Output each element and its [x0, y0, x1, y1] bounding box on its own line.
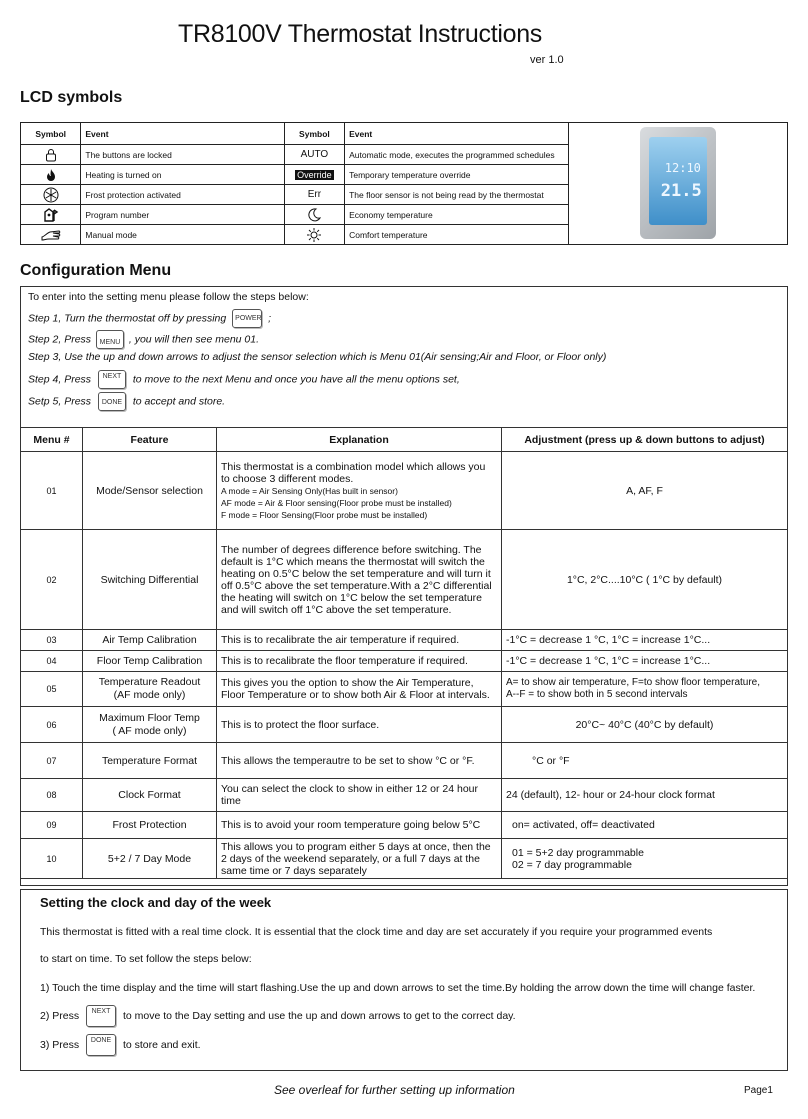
step-3: Step 3, Use the up and down arrows to adjust the sensor selection which is Menu 01(Air sensing;Air and Floor, or Floor only): [28, 351, 607, 363]
menu-row: [21, 452, 788, 530]
menu-explanation: The number of degrees difference before switching. The default is 1°C which means the thermostat will switch the heating on 0.5°C below the set temperature and will turn it off 0.5°C above the set temperature.With a 2°C differential the heating will switch on 1°C below the set temperature and will switch off 1°C above the set temperature.: [217, 530, 502, 630]
step-1-text: Step 1, Turn the thermostat off by pressing: [28, 312, 227, 325]
menu-num: 02: [21, 530, 83, 630]
menu-adjustment: A= to show air temperature, F=to show floor temperature, A--F = to show both in 5 second intervals: [502, 672, 788, 707]
menu-row: [21, 812, 788, 839]
lcd-event: Program number: [81, 205, 284, 225]
menu-row: [21, 630, 788, 651]
exp-mode-af: AF mode = Air & Floor sensing(Floor probe must be installed): [221, 497, 452, 508]
col-adjustment: Adjustment (press up & down buttons to adjust): [502, 428, 788, 452]
clock-heading: Setting the clock and day of the week: [40, 895, 272, 910]
menu-explanation: This allows you to program either 5 days at once, then the 2 days of the weekend separately, or a full 7 days at the same time or 7 days separately: [217, 839, 502, 879]
menu-num: 01: [21, 452, 83, 530]
page-title: TR8100V Thermostat Instructions: [177, 20, 543, 48]
menu-feature: Temperature Format: [83, 743, 217, 779]
clock-step-2: [40, 1005, 516, 1027]
col-feature: Feature: [83, 428, 217, 452]
done-key: DONE: [86, 1034, 116, 1056]
lcd-event: Temporary temperature override: [345, 165, 568, 185]
version-label: ver 1.0: [530, 54, 564, 66]
program-icon: [43, 208, 59, 222]
lcd-event: The floor sensor is not being read by the thermostat: [345, 185, 568, 205]
moon-icon: [307, 208, 321, 222]
menu-feature: Frost Protection: [83, 812, 217, 839]
menu-adjustment: -1°C = decrease 1 °C, 1°C = increase 1°C...: [502, 651, 788, 672]
clock-step-3-end: to store and exit.: [122, 1038, 201, 1051]
menu-explanation: This is to recalibrate the floor temperature if required.: [217, 651, 502, 672]
lock-icon: [45, 148, 57, 162]
clock-step-2-end: to move to the Day setting and use the up and down arrows to get to the correct day.: [122, 1009, 516, 1022]
menu-explanation: [217, 452, 502, 530]
menu-adjustment: -1°C = decrease 1 °C, 1°C = increase 1°C...: [502, 630, 788, 651]
step-1-end: ;: [268, 312, 272, 325]
clock-step-2-text: 2) Press: [40, 1009, 80, 1022]
menu-num: 09: [21, 812, 83, 839]
menu-num: 05: [21, 672, 83, 707]
sun-icon: [307, 228, 321, 242]
menu-feature: Floor Temp Calibration: [83, 651, 217, 672]
step-2-text: Step 2, Press: [28, 333, 92, 346]
menu-adjustment: 24 (default), 12- hour or 24-hour clock format: [502, 779, 788, 812]
clock-paragraph-1: This thermostat is fitted with a real time clock. It is essential that the clock time and day are set accurately if you require your programmed events: [40, 926, 713, 938]
menu-explanation: This allows the temperautre to be set to show °C or °F.: [217, 743, 502, 779]
menu-feature: Maximum Floor Temp ( AF mode only): [83, 707, 217, 743]
next-key: NEXT: [98, 370, 126, 389]
step-4-text: Step 4, Press: [28, 373, 92, 386]
menu-num: 04: [21, 651, 83, 672]
menu-feature: Air Temp Calibration: [83, 630, 217, 651]
step-5-end: to accept and store.: [132, 395, 226, 408]
menu-num: 08: [21, 779, 83, 812]
menu-adjustment: 01 = 5+2 day programmable 02 = 7 day programmable: [502, 839, 788, 879]
step-4: [28, 370, 460, 389]
clock-step-1: 1) Touch the time display and the time will start flashing.Use the up and down arrows to set the time.By holding the arrow down the time will change faster.: [40, 982, 756, 994]
override-badge: Override: [297, 169, 332, 180]
col-event-2: Event: [345, 123, 568, 145]
col-menu-num: Menu #: [21, 428, 83, 452]
menu-table: [20, 427, 788, 879]
menu-adjustment: on= activated, off= deactivated: [502, 812, 788, 839]
menu-feature: 5+2 / 7 Day Mode: [83, 839, 217, 879]
clock-step-3: [40, 1034, 201, 1056]
lcd-event: Automatic mode, executes the programmed schedules: [345, 145, 568, 165]
lcd-event: Economy temperature: [345, 205, 568, 225]
hand-icon: [41, 228, 61, 242]
step-5: [28, 392, 225, 411]
menu-num: 07: [21, 743, 83, 779]
menu-adjustment: °C or °F: [502, 743, 788, 779]
menu-adjustment: 20°C~ 40°C (40°C by default): [502, 707, 788, 743]
exp-mode-f: F mode = Floor Sensing(Floor probe must be installed): [221, 509, 428, 520]
lcd-symbol-text: AUTO: [284, 145, 344, 165]
exp-text: This thermostat is a combination model which allows you to choose 3 different modes.: [221, 460, 486, 485]
menu-feature: Temperature Readout (AF mode only): [83, 672, 217, 707]
lcd-symbols-table: [20, 122, 788, 245]
menu-adjustment: A, AF, F: [502, 452, 788, 530]
col-symbol-1: Symbol: [21, 123, 81, 145]
next-key: NEXT: [86, 1005, 116, 1027]
menu-explanation: This is to avoid your room temperature going below 5°C: [217, 812, 502, 839]
lcd-event: Manual mode: [81, 225, 284, 245]
menu-key: MENU: [96, 330, 124, 349]
menu-row: [21, 651, 788, 672]
lcd-event: The buttons are locked: [81, 145, 284, 165]
thermostat-screen: [649, 137, 707, 225]
lcd-event: Comfort temperature: [345, 225, 568, 245]
display-temp: 21.5: [660, 180, 702, 201]
thermostat-photo: [568, 123, 787, 245]
menu-num: 03: [21, 630, 83, 651]
lcd-event: Heating is turned on: [81, 165, 284, 185]
exp-mode-a: A mode = Air Sensing Only(Has built in sensor): [221, 485, 398, 496]
menu-row: [21, 530, 788, 630]
clock-step-3-text: 3) Press: [40, 1038, 80, 1051]
config-intro: To enter into the setting menu please follow the steps below:: [28, 291, 309, 303]
menu-explanation: This gives you the option to show the Air Temperature, Floor Temperature or to show both Air & Floor at intervals.: [217, 672, 502, 707]
menu-num: 10: [21, 839, 83, 879]
step-4-end: to move to the next Menu and once you have all the menu options set,: [132, 373, 460, 386]
lcd-symbols-heading: LCD symbols: [20, 89, 123, 106]
menu-row: [21, 672, 788, 707]
menu-num: 06: [21, 707, 83, 743]
col-symbol-2: Symbol: [284, 123, 344, 145]
lcd-symbol-text: Err: [284, 185, 344, 205]
menu-explanation: This is to recalibrate the air temperature if required.: [217, 630, 502, 651]
col-explanation: Explanation: [217, 428, 502, 452]
menu-feature: Switching Differential: [83, 530, 217, 630]
footer-note: See overleaf for further setting up information: [274, 1083, 515, 1097]
menu-explanation: This is to protect the floor surface.: [217, 707, 502, 743]
done-key: DONE: [98, 392, 126, 411]
step-2: [28, 330, 259, 349]
step-5-text: Setp 5, Press: [28, 395, 92, 408]
power-key: POWER: [232, 309, 262, 328]
page-number: Page1: [744, 1085, 773, 1096]
menu-row: [21, 743, 788, 779]
step-1: [28, 309, 271, 328]
menu-adjustment: 1°C, 2°C....10°C ( 1°C by default): [502, 530, 788, 630]
display-time: 12:10: [664, 160, 701, 175]
menu-row: [21, 779, 788, 812]
menu-explanation: You can select the clock to show in either 12 or 24 hour time: [217, 779, 502, 812]
menu-row: [21, 707, 788, 743]
lcd-event: Frost protection activated: [81, 185, 284, 205]
thermostat-device: [640, 127, 716, 239]
step-2-end: , you will then see menu 01.: [128, 333, 260, 346]
snowflake-icon: [43, 187, 59, 203]
menu-feature: Mode/Sensor selection: [83, 452, 217, 530]
menu-row: [21, 839, 788, 879]
config-heading: Configuration Menu: [20, 262, 172, 279]
clock-paragraph-2: to start on time. To set follow the steps below:: [40, 953, 252, 965]
flame-icon: [45, 168, 57, 182]
menu-feature: Clock Format: [83, 779, 217, 812]
col-event-1: Event: [81, 123, 284, 145]
